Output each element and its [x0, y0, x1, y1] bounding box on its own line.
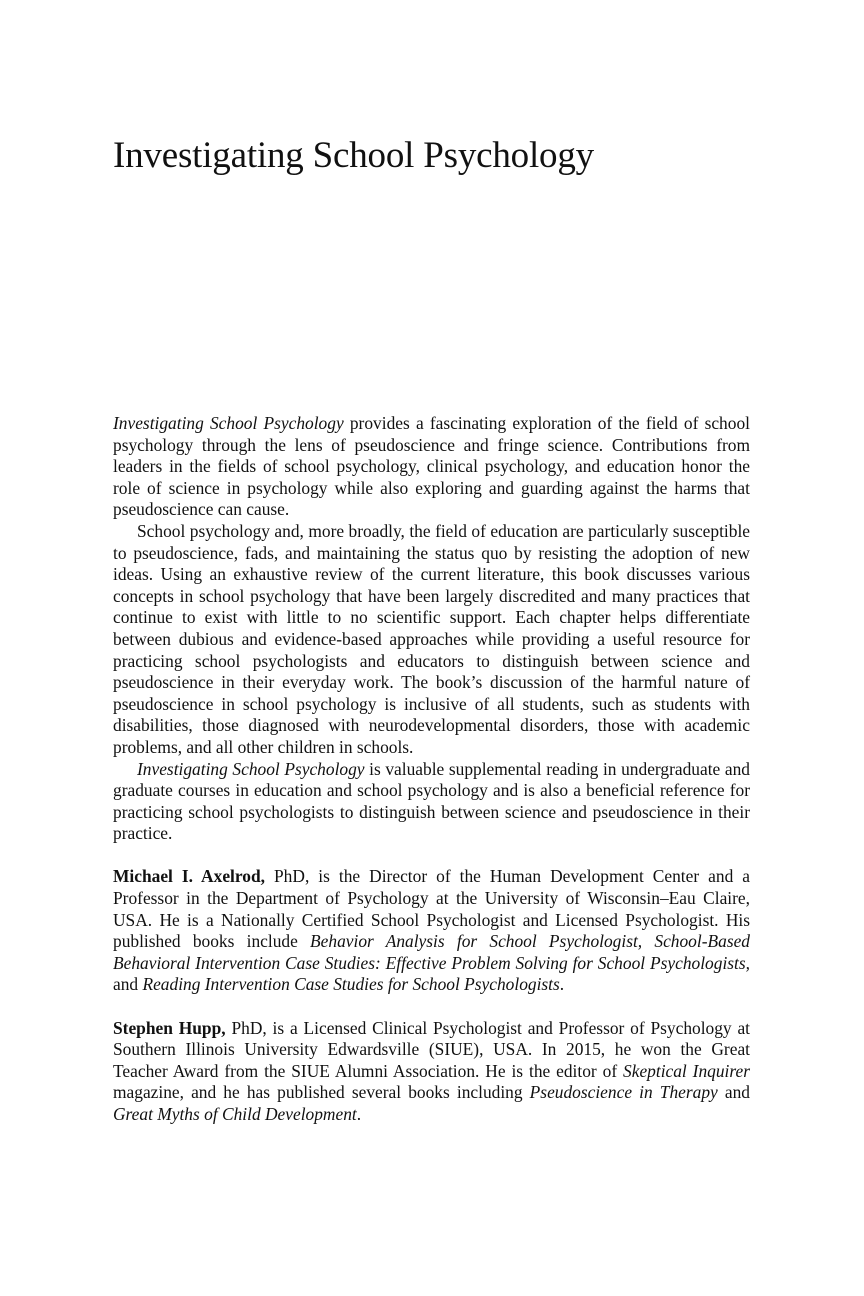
description-paragraph-3 — [113, 759, 750, 845]
book-title-italic: Behavior Analysis for School Psychologist, School-Based Behavioral Intervention Case Studies: Effective Problem Solving for School Psychologists, — [113, 931, 751, 973]
bio-text: magazine, and he has published several books including — [113, 1082, 530, 1103]
book-title-italic: Investigating School Psychology — [137, 758, 365, 779]
book-title-italic: Investigating School Psychology — [113, 413, 344, 433]
book-title-italic: Great Myths of Child Development — [113, 1104, 357, 1124]
bio-text: and — [113, 974, 143, 995]
bio-text: . — [356, 1104, 362, 1124]
book-description — [113, 413, 750, 1126]
author-name: Stephen Hupp, — [113, 1017, 226, 1038]
description-paragraph-2: School psychology and, more broadly, the field of education are particularly susceptible to pseudoscience, fads, and maintaining the status quo by resisting the adoption of new ideas. Using an exhaustive review of the current literature, this book discusses various concepts in school psychology that have been largely discredited and many practices that continue to exist with little to no scientific support. Each chapter helps differentiate between dubious and evidence-based approaches while providing a useful resource for practicing school psychologists and educators to distinguish between science and pseudoscience in their everyday work. The book’s discussion of the harmful nature of pseudoscience in school psychology is inclusive of all students, such as students with disabilities, those diagnosed with neurodevelopmental disorders, those with academic problems, and all other children in schools. — [113, 520, 750, 757]
page-title: Investigating School Psychology — [113, 135, 594, 176]
bio-text: PhD, is a Licensed Clinical Psychologist and Professor of Psychology at Southern Illinois University Edwardsville (SIUE), USA. In 2015, he won the Great Teacher Award from the SIUE Alumni Association. He is the editor of — [113, 1017, 750, 1081]
book-title-italic: Pseudoscience in Therapy — [529, 1082, 718, 1103]
paragraph-text: provides a fascinating exploration of the field of school psychology through the lens of pseudoscience and fringe science. Contributions from leaders in the fields of school psychology, clinical psychology, and education honor the role of science in psychology while also exploring and guarding against the harms that pseudoscience can cause. — [113, 413, 750, 520]
author-bio-hupp — [113, 1018, 750, 1126]
bio-text: PhD, is the Director of the Human Development Center and a Professor in the Department of Psychology at the University of Wisconsin–Eau Claire, USA. He is a Nationally Certified School Psychologist and Licensed Psychologist. His published books include — [113, 866, 750, 952]
description-paragraph-1 — [113, 413, 750, 521]
bio-text: and — [717, 1082, 750, 1103]
book-title-italic: Reading Intervention Case Studies for School Psychologists — [142, 974, 560, 995]
paragraph-text: is valuable supplemental reading in undergraduate and graduate courses in education and school psychology and is also a beneficial reference for practicing school psychologists to distinguish between science and pseudoscience in their practice. — [113, 758, 750, 844]
bio-text: . — [559, 974, 565, 995]
author-bio-axelrod — [113, 866, 750, 996]
book-title-italic: Skeptical Inquirer — [623, 1060, 750, 1081]
author-name: Michael I. Axelrod, — [113, 866, 265, 887]
